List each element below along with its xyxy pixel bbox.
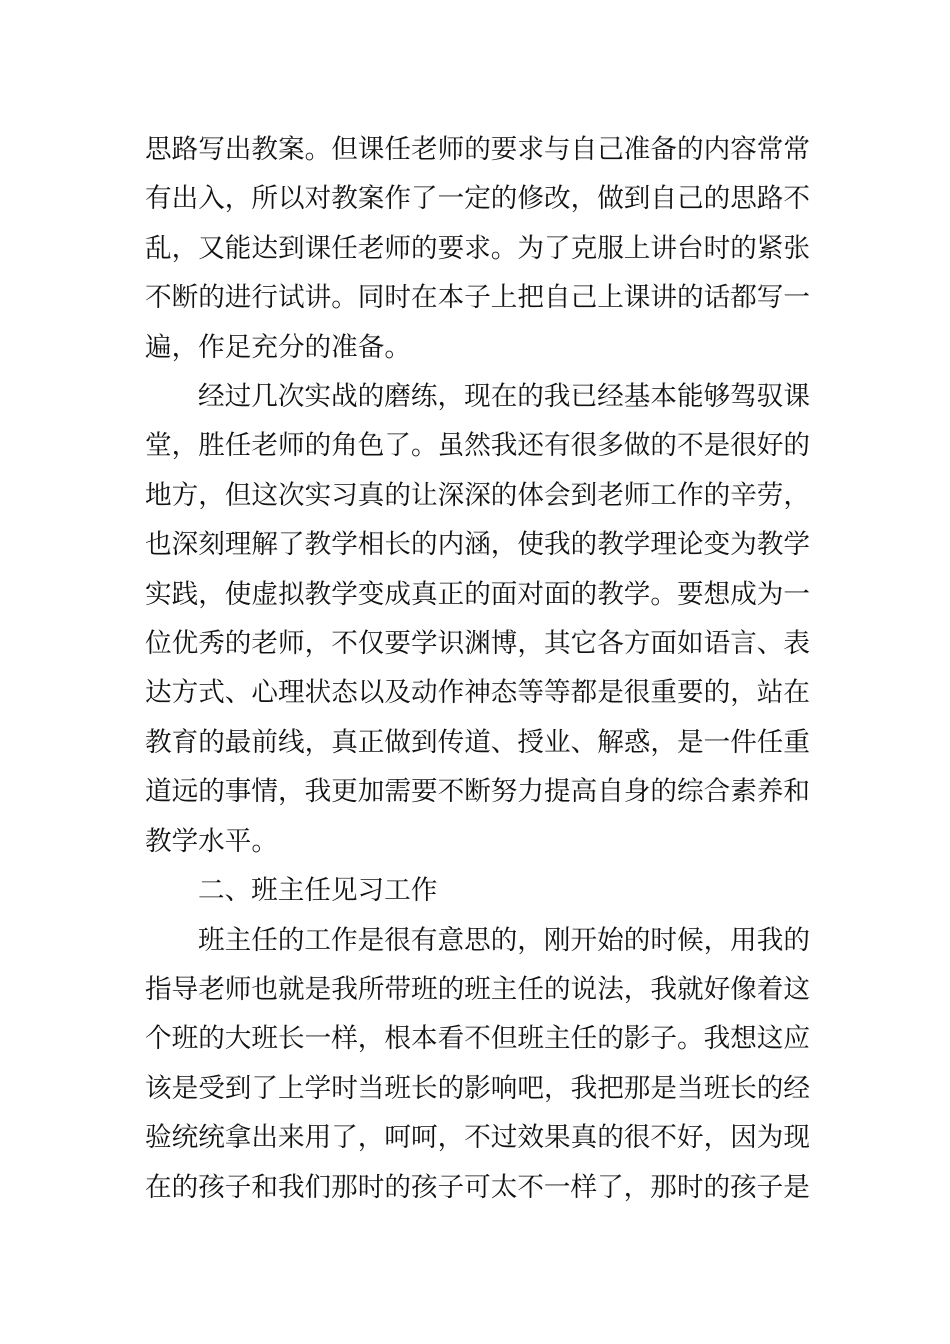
paragraph-reflection: 经过几次实战的磨练，现在的我已经基本能够驾驭课堂，胜任老师的角色了。虽然我还有很多做的不是很好的地方，但这次实习真的让深深的体会到老师工作的辛劳，也深刻理解了教学相长的内涵，使我的教学理论变为教学实践，使虚拟教学变成真正的面对面的教学。要想成为一位优秀的老师，不仅要学识渊博，其它各方面如语言、表达方式、心理状态以及动作神态等等都是很重要的，站在教育的最前线，真正做到传道、授业、解惑，是一件任重道远的事情，我更加需要不断努力提高自身的综合素养和教学水平。 [145, 381, 810, 857]
paragraph-preparation: 思路写出教案。但课任老师的要求与自己准备的内容常常有出入，所以对教案作了一定的修改，做到自己的思路不乱，又能达到课任老师的要求。为了克服上讲台时的紧张不断的进行试讲。同时在本子上把自己上课讲的话都写一遍，作足充分的准备。 [145, 134, 810, 363]
document-body [145, 125, 810, 1212]
paragraph-class-teacher-work: 班主任的工作是很有意思的，刚开始的时候，用我的指导老师也就是我所带班的班主任的说法，我就好像着这个班的大班长一样，根本看不但班主任的影子。我想这应该是受到了上学时当班长的影响吧，我把那是当班长的经验统统拿出来用了，呵呵，不过效果真的很不好，因为现在的孩子和我们那时的孩子可太不一样了，那时的孩子是 [145, 924, 810, 1203]
section-heading-class-teacher: 二、班主任见习工作 [198, 875, 438, 907]
